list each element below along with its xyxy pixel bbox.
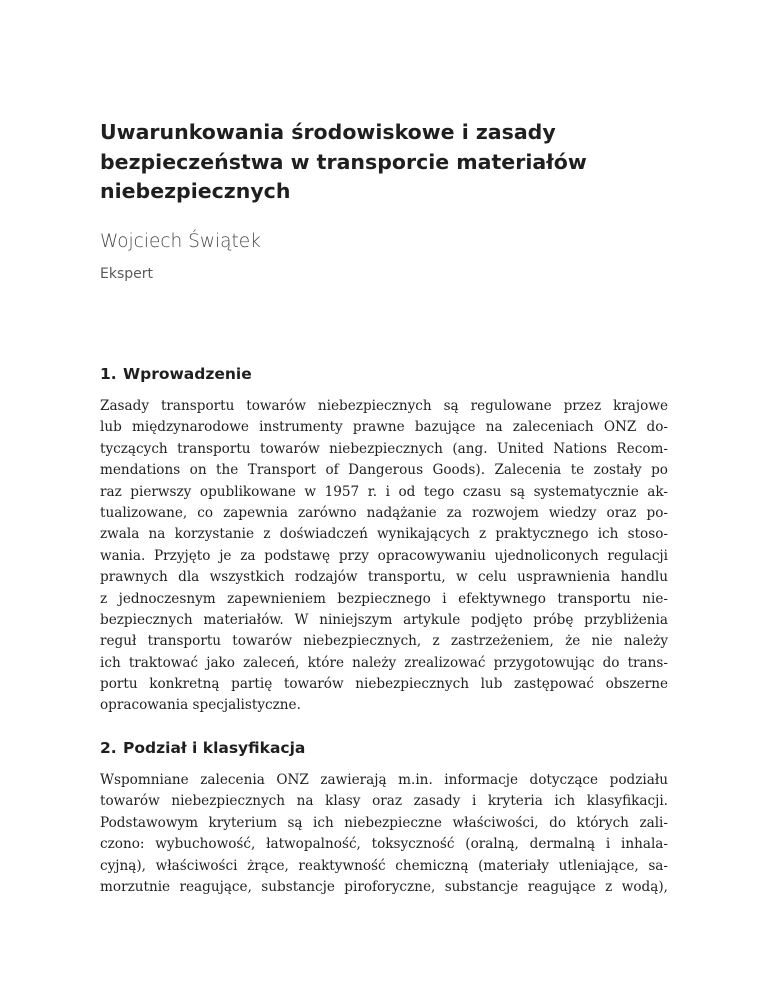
title-line: niebezpiecznych [100, 179, 291, 203]
text-line: Zasady transportu towarów niebezpiecznych są regulowane przez krajowe [100, 398, 668, 414]
text-line: Wspomniane zalecenia ONZ zawierają m.in. informacje dotyczące podziału [100, 772, 668, 788]
text-line: towarów niebezpiecznych na klasy oraz zasady i kryteria ich klasyfikacji. [100, 793, 668, 810]
title-line: bezpieczeństwa w transporcie materiałów [100, 149, 587, 174]
text-line: mendations on the Transport of Dangerous Goods). Zalecenia te zostały po [100, 462, 668, 479]
text-line: czono: wybuchowość, łatwopalność, toksyczność (oralną, dermalną i inhala- [100, 836, 668, 853]
text-line: z jednoczesnym zapewnieniem bezpiecznego i efektywnego transportu nie- [100, 590, 668, 607]
section-title: Podział i klasyfikacja [123, 739, 306, 757]
title-line: Uwarunkowania środowiskowe i zasady [100, 120, 556, 144]
text-line: prawnych dla wszystkich rodzajów transportu, w celu usprawnienia handlu [100, 569, 668, 586]
author-name: Wojciech Świątek [100, 231, 261, 252]
text-line: zwala na korzystanie z doświadczeń wynikających z praktycznego ich stoso- [100, 526, 668, 543]
text-line: lub międzynarodowe instrumenty prawne bazujące na zaleceniach ONZ do- [100, 419, 668, 436]
text-line: bezpiecznych materiałów. W niniejszym artykule podjęto próbę przybliżenia [100, 611, 668, 628]
paragraph-classification [100, 770, 668, 898]
section-heading-introduction [100, 364, 252, 384]
section-title: Wprowadzenie [123, 365, 252, 383]
text-line: tualizowane, co zapewnia zarówno nadążanie za rozwojem wiedzy oraz po- [100, 504, 668, 521]
text-line: raz pierwszy opublikowane w 1957 r. i od tego czasu są systematycznie ak- [100, 483, 668, 500]
text-line: opracowania specjalistyczne. [100, 697, 301, 714]
text-line: wania. Przyjęto je za podstawę przy opracowywaniu ujednoliconych regulacji [100, 547, 668, 564]
paragraph-introduction [100, 396, 668, 717]
text-line: portu konkretną partię towarów niebezpiecznych lub zastępować obszerne [100, 676, 668, 693]
section-number: 1. [100, 365, 117, 383]
text-line: reguł transportu towarów niebezpiecznych, z zastrzeżeniem, że nie należy [100, 633, 668, 650]
text-line: cyjną), właściwości żrące, reaktywność chemiczną (materiały utleniające, sa- [100, 857, 668, 874]
text-line: ich traktować jako zaleceń, które należy zrealizować przygotowując do trans- [100, 654, 668, 671]
text-line: Podstawowym kryterium są ich niebezpieczne właściwości, do których zali- [100, 814, 668, 831]
text-line: tyczących transportu towarów niebezpiecznych (ang. United Nations Recom- [100, 440, 668, 457]
section-number: 2. [100, 739, 117, 757]
article-title [100, 118, 660, 207]
author-affiliation: Ekspert [100, 266, 153, 282]
section-heading-classification [100, 738, 305, 758]
text-line: morzutnie reagujące, substancje piroforyczne, substancje reagujące z wodą), [100, 878, 668, 895]
